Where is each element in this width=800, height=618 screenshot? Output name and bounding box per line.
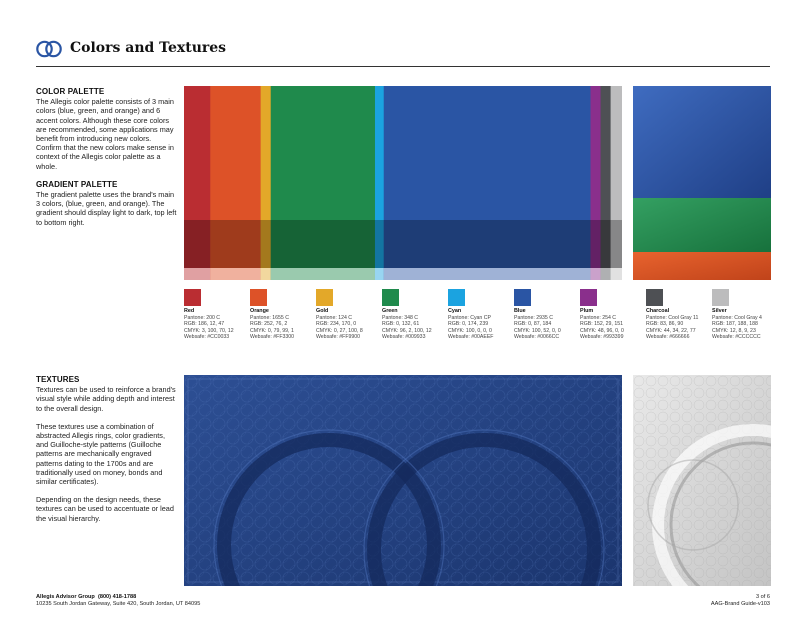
footer-page-info — [711, 594, 770, 608]
footer-address: 10235 South Jordan Gateway, Suite 420, South Jordan, UT 84095 — [36, 601, 201, 607]
swatch-websafe: Websafe: #009933 — [382, 334, 426, 341]
swatch-chip — [646, 289, 663, 306]
stripe-red-tint — [184, 268, 211, 280]
swatch-pantone: Pantone: Cyan CP — [448, 314, 491, 321]
swatch-websafe: Websafe: #0066CC — [514, 334, 560, 341]
page-title: Colors and Textures — [70, 40, 227, 56]
gradient-band-orange — [633, 252, 771, 280]
swatch-chip — [580, 289, 597, 306]
swatch-name: Silver — [712, 308, 727, 314]
swatch-cmyk: CMYK: 12, 8, 9, 23 — [712, 327, 756, 334]
swatch-rgb: RGB: 234, 170, 0 — [316, 321, 357, 328]
swatch-chip — [250, 289, 267, 306]
textures-body-2: These textures use a combination of abstracted Allegis rings, color gradients, and Guilloche-style patterns (Guilloche patterns are mechanically engraved patterns dating to the 1700s and are traditionally used on money, bonds and similar certificates). — [36, 421, 165, 487]
stripe-gold-tint — [261, 268, 272, 280]
swatch-pantone: Pantone: 2935 C — [514, 314, 553, 321]
swatch-name: Green — [382, 308, 398, 314]
stripe-red-shade — [184, 220, 211, 268]
stripe-cyan-tint — [375, 268, 384, 280]
swatch-name: Orange — [250, 308, 269, 314]
swatch-pantone: Pantone: 1655 C — [250, 314, 289, 321]
gradient-palette-panel — [633, 86, 771, 280]
stripe-charcoal-shade — [601, 220, 612, 268]
color-palette-stripes — [184, 86, 622, 280]
gradient-palette-body: The gradient palette uses the brand's main 3 colors, (blue, green, and orange). The gradient should display light to dark, top left to bottom right. — [36, 190, 177, 227]
silver-texture-image — [633, 375, 771, 586]
swatch-silver — [712, 289, 774, 341]
swatch-cmyk: CMYK: 44, 34, 22, 77 — [646, 327, 696, 334]
footer-company: Allegis Advisor Group — [36, 594, 95, 600]
allegis-rings-logo — [36, 39, 62, 59]
swatch-name: Gold — [316, 308, 329, 314]
swatch-rgb: RGB: 187, 188, 188 — [712, 321, 758, 328]
swatch-rgb: RGB: 252, 76, 2 — [250, 321, 288, 328]
swatch-chip — [448, 289, 465, 306]
swatch-pantone: Pantone: Cool Gray 11 — [646, 314, 699, 321]
swatch-pantone: Pantone: 254 C — [580, 314, 617, 321]
swatch-blue — [514, 289, 576, 341]
gradient-palette-heading: GRADIENT PALETTE — [36, 179, 118, 189]
stripe-blue-shade — [384, 220, 591, 268]
gradient-band-green — [633, 198, 771, 252]
swatch-pantone: Pantone: Cool Gray 4 — [712, 314, 762, 321]
footer-doc-id: AAG-Brand Guide-v103 — [710, 601, 770, 607]
swatch-name: Plum — [580, 308, 594, 314]
textures-body-3: Depending on the design needs, these textures can be used to accentuate or lead the visual hierarchy. — [36, 495, 174, 523]
swatch-chip — [514, 289, 531, 306]
stripe-plum-shade — [590, 220, 601, 268]
color-swatches — [184, 289, 774, 349]
swatch-cmyk: CMYK: 100, 52, 0, 0 — [514, 327, 561, 334]
stripe-blue-tint — [384, 268, 591, 280]
swatch-rgb: RGB: 0, 132, 61 — [382, 321, 420, 328]
stripe-green-tint — [271, 268, 376, 280]
swatch-rgb: RGB: 152, 29, 151 — [580, 321, 623, 328]
color-palette-body: The Allegis color palette consists of 3 main colors (blue, green, and orange) and 6 accent colors. Although these core colors are recommended, some applications may benefit from introducing new colors. Confirm that the new colors make sense in context of the Allegis color palette as a whole. — [36, 97, 174, 171]
swatch-rgb: RGB: 0, 87, 184 — [514, 321, 552, 328]
stripe-charcoal-tint — [601, 268, 612, 280]
swatch-cmyk: CMYK: 0, 27, 100, 8 — [316, 327, 363, 334]
stripe-silver-shade — [611, 220, 622, 268]
blue-texture-image — [184, 375, 622, 586]
swatch-orange — [250, 289, 312, 341]
swatch-name: Red — [184, 308, 195, 314]
stripe-green-shade — [271, 220, 376, 268]
swatch-websafe: Websafe: #00AEEF — [448, 334, 494, 341]
swatch-name: Charcoal — [646, 308, 670, 314]
swatch-cmyk: CMYK: 48, 96, 0, 0 — [580, 327, 624, 334]
swatch-gold — [316, 289, 378, 341]
swatch-charcoal — [646, 289, 708, 341]
footer-phone: (800) 418-1788 — [97, 594, 137, 600]
swatch-websafe: Websafe: #FF9900 — [316, 334, 361, 341]
swatch-chip — [184, 289, 201, 306]
swatch-websafe: Websafe: #CCCCCC — [712, 334, 761, 341]
swatch-websafe: Websafe: #993399 — [580, 334, 624, 341]
color-palette-section — [36, 87, 178, 236]
footer-page-number: 3 of 6 — [756, 594, 770, 600]
swatch-cyan — [448, 289, 510, 341]
gradient-band-blue — [633, 86, 771, 198]
swatch-rgb: RGB: 83, 86, 90 — [646, 321, 684, 328]
textures-body-1: Textures can be used to reinforce a brand's visual style while adding depth and interest to the overall design. — [36, 385, 176, 413]
swatch-websafe: Websafe: #CC0033 — [184, 334, 230, 341]
swatch-pantone: Pantone: 200 C — [184, 314, 221, 321]
swatch-chip — [382, 289, 399, 306]
swatch-cmyk: CMYK: 96, 2, 100, 12 — [382, 327, 432, 334]
swatch-red — [184, 289, 246, 341]
stripe-cyan-shade — [375, 220, 384, 268]
swatch-chip — [316, 289, 333, 306]
swatch-name: Cyan — [448, 308, 462, 314]
stripe-plum-tint — [590, 268, 601, 280]
swatch-pantone: Pantone: 124 C — [316, 314, 353, 321]
textures-heading: TEXTURES — [36, 375, 80, 384]
swatch-websafe: Websafe: #FF3300 — [250, 334, 295, 341]
stripe-orange-shade — [210, 220, 261, 268]
color-palette-heading: COLOR PALETTE — [36, 87, 105, 96]
swatch-cmyk: CMYK: 3, 100, 70, 12 — [184, 327, 234, 334]
swatch-name: Blue — [514, 308, 526, 314]
stripe-silver-tint — [611, 268, 622, 280]
page-header — [36, 38, 770, 67]
swatch-rgb: RGB: 0, 174, 239 — [448, 321, 489, 328]
stripe-gold-shade — [261, 220, 272, 268]
swatch-cmyk: CMYK: 0, 79, 99, 1 — [250, 327, 294, 334]
swatch-rgb: RGB: 186, 12, 47 — [184, 321, 225, 328]
swatch-green — [382, 289, 444, 341]
swatch-pantone: Pantone: 348 C — [382, 314, 419, 321]
textures-section — [36, 375, 178, 532]
swatch-chip — [712, 289, 729, 306]
footer-contact — [36, 594, 200, 608]
stripe-orange-tint — [210, 268, 261, 280]
swatch-websafe: Websafe: #666666 — [646, 334, 690, 341]
swatch-plum — [580, 289, 642, 341]
swatch-cmyk: CMYK: 100, 0, 0, 0 — [448, 327, 492, 334]
